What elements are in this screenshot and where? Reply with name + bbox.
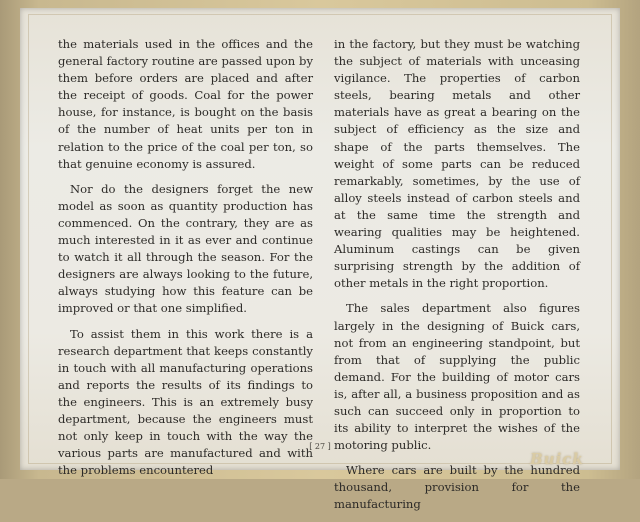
paragraph: in the factory, but they must be watching the subject of materials with unceasing vigilance. The properties of carbon steels, bearing metals and other materials have as great a bearing on the subject of efficiency as the size and shape of the parts themselves. The weight of some parts can be reduced remarkably, sometimes, by the use of alloy steels instead of carbon steels and at the same time the strength and wearing qualities may be heightened. Aluminum castings can be given surprising strength by the addition of other metals in the right proportion. — [334, 37, 580, 291]
paragraph: To assist them in this work there is a research department that keeps constantly in touch with all manufacturing operations and reports the results of its findings to the engineers. This is an extremely busy department, because the engineers must not only keep in touch with the way the various parts are manufactured and with the problems encountered — [58, 326, 313, 478]
right-column — [334, 36, 580, 522]
paragraph: the materials used in the offices and the general factory routine are passed upon by them before orders are placed and after the receipt of goods. Coal for the power house, for instance, is bought on the basis of the number of heat units per ton in relation to the price of the coal per ton, so that genuine economy is assured. — [58, 37, 313, 171]
page-number: [ 27 ] — [309, 442, 331, 451]
left-column — [58, 36, 313, 487]
paragraph: The sales department also figures largely in the designing of Buick cars, not from an engineering standpoint, but from that of supplying the public demand. For the building of motor cars is, after all, a business proposition and as such can succeed only in proportion to its ability to interpret the wishes of the motoring public. — [334, 301, 580, 453]
paragraph: Nor do the designers forget the new model as soon as quantity production has commenced. On the contrary, they are as much interested in it as ever and continue to watch it all through the season. For the designers are always looking to the future, always studying how this feature can be improved or that one simplified. — [58, 181, 313, 316]
paragraph: Where cars are built by the hundred thousand, provision for the manufacturing — [334, 463, 580, 512]
buick-emblem-logo: Buick — [530, 450, 584, 468]
